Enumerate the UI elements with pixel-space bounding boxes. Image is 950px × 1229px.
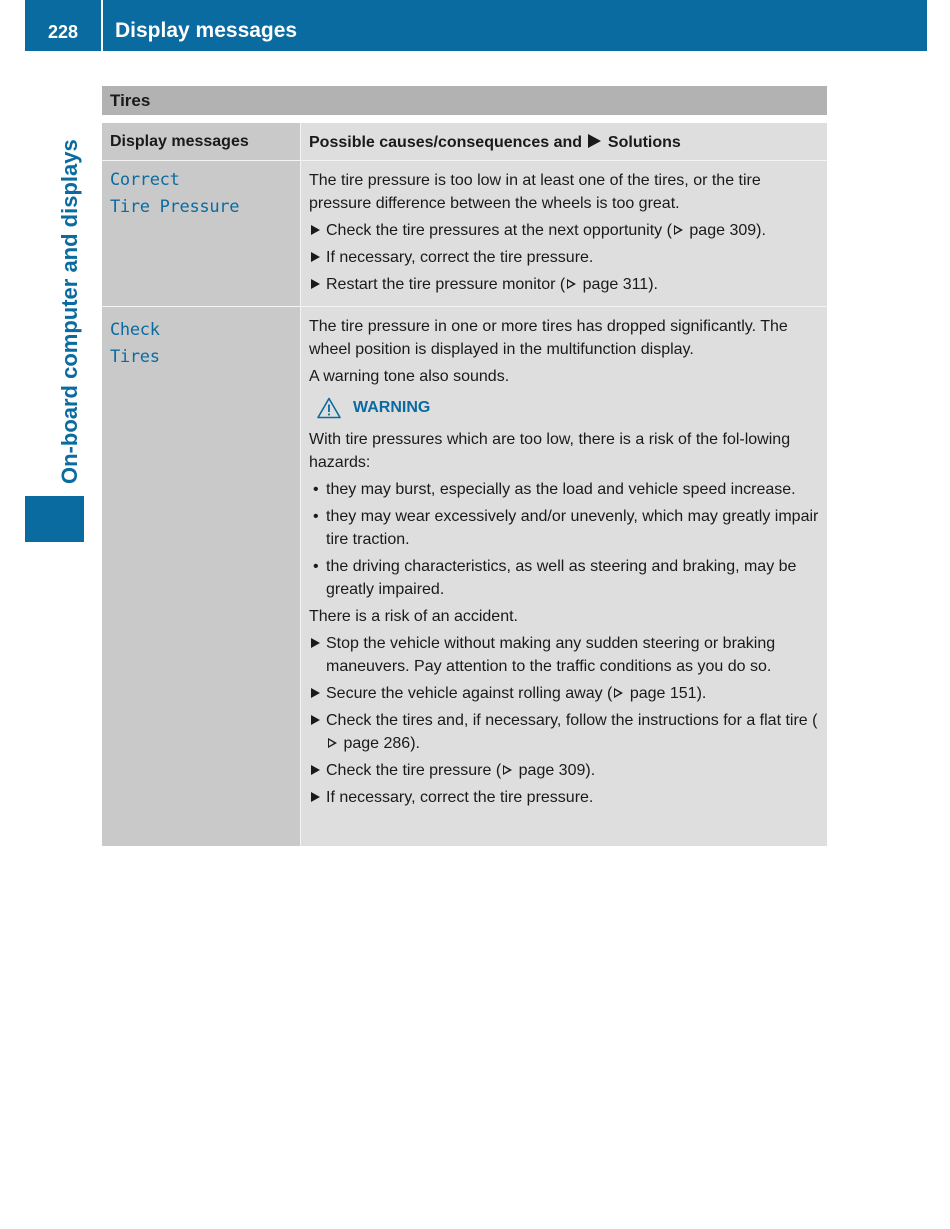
page-reference[interactable]: page 309	[689, 222, 757, 239]
hazard-text: they may burst, especially as the load and vehicle speed increase.	[326, 481, 796, 498]
page-number: 228	[47, 22, 79, 42]
step-text: Check the tire pressure (	[326, 762, 502, 779]
causes-solutions-cell	[301, 307, 827, 846]
display-message-line: Tire Pressure	[110, 197, 240, 217]
table-row	[102, 307, 827, 846]
display-messages-table	[102, 86, 827, 846]
hazard-text: the driving characteristics, as well as steering and braking, may be greatly impaired.	[326, 558, 797, 598]
step-text: Check the tires and, if necessary, follow the instructions for a flat tire (	[326, 712, 818, 729]
table-header-row	[102, 123, 827, 161]
side-tab-marker	[25, 496, 84, 542]
solution-step	[309, 759, 819, 782]
cause-text: The tire pressure is too low in at least one of the tires, or the tire pressure difference between the wheels is too great.	[309, 172, 761, 212]
solution-step	[309, 246, 819, 269]
col-header-causes-solutions	[301, 123, 827, 160]
solution-step	[309, 709, 819, 755]
display-message-cell	[102, 307, 301, 846]
col-header-solutions-text: Solutions	[607, 134, 681, 151]
col-header-display-messages: Display messages	[102, 123, 301, 160]
col-header-causes-text: Possible causes/consequences and	[309, 134, 583, 151]
step-text: Check the tire pressures at the next opportunity (	[326, 222, 672, 239]
step-text-end: ).	[696, 685, 707, 702]
hazard-text: they may wear excessively and/or unevenly, which may greatly impair tire traction.	[326, 508, 819, 548]
step-arrow-icon	[311, 225, 320, 235]
page-reference-icon	[614, 688, 623, 698]
step-text-end: ).	[648, 276, 658, 293]
step-arrow-icon	[311, 279, 320, 289]
warning-tone-text: A warning tone also sounds.	[309, 368, 510, 385]
table-row	[102, 161, 827, 307]
causes-solutions-cell	[301, 161, 827, 306]
display-message-line: Tires	[110, 347, 160, 367]
step-arrow-icon	[311, 252, 320, 262]
page-reference-icon	[503, 765, 512, 775]
solution-step	[309, 632, 819, 678]
risk-text: There is a risk of an accident.	[309, 608, 518, 625]
warning-heading	[309, 396, 819, 420]
step-arrow-icon	[311, 715, 320, 725]
page-title: Display messages	[115, 19, 298, 42]
page-reference[interactable]: page 311	[582, 276, 649, 293]
step-text: Restart the tire pressure monitor (	[326, 276, 566, 293]
solution-step	[309, 219, 819, 242]
step-arrow-icon	[311, 765, 320, 775]
section-heading: Tires	[102, 86, 827, 115]
step-arrow-icon	[311, 688, 320, 698]
solution-step	[309, 273, 819, 296]
warning-label: WARNING	[353, 399, 431, 416]
warning-triangle-icon	[317, 397, 341, 419]
step-text: If necessary, correct the tire pressure.	[326, 789, 594, 806]
solution-arrow-icon	[588, 134, 601, 148]
step-text-end: ).	[585, 762, 596, 779]
step-arrow-icon	[311, 638, 320, 648]
display-message-line: Check	[110, 320, 160, 340]
cause-text: The tire pressure in one or more tires has dropped significantly. The wheel position is displayed in the multifunction display.	[309, 318, 788, 358]
step-text: If necessary, correct the tire pressure.	[326, 249, 594, 266]
step-text: Secure the vehicle against rolling away (	[326, 685, 613, 702]
hazard-bullet	[309, 555, 819, 601]
bullet-dot-icon: •	[313, 508, 319, 525]
page-reference-icon	[328, 738, 337, 748]
header-divider	[101, 0, 103, 51]
header-bar	[25, 0, 927, 51]
display-message-cell	[102, 161, 301, 306]
page-reference[interactable]: page 286	[343, 735, 411, 752]
solution-step	[309, 682, 819, 705]
bullet-dot-icon: •	[313, 558, 319, 575]
bullet-dot-icon: •	[313, 481, 319, 498]
warning-text: With tire pressures which are too low, there is a risk of the fol-lowing hazards:	[309, 431, 791, 471]
display-message-line: Correct	[110, 170, 180, 190]
page-reference-icon	[567, 279, 576, 289]
page-reference[interactable]: page 151	[629, 685, 697, 702]
page-reference[interactable]: page 309	[518, 762, 586, 779]
hazard-bullet	[309, 505, 819, 551]
step-text: Stop the vehicle without making any sudden steering or braking maneuvers. Pay attention to the traffic conditions as you do so.	[326, 635, 776, 675]
step-text-end: ).	[410, 735, 420, 752]
side-tab-label: On-board computer and displays	[57, 139, 82, 484]
step-arrow-icon	[311, 792, 320, 802]
step-text-end: ).	[756, 222, 766, 239]
solution-step	[309, 786, 819, 809]
page-reference-icon	[674, 225, 683, 235]
hazard-bullet	[309, 478, 819, 501]
